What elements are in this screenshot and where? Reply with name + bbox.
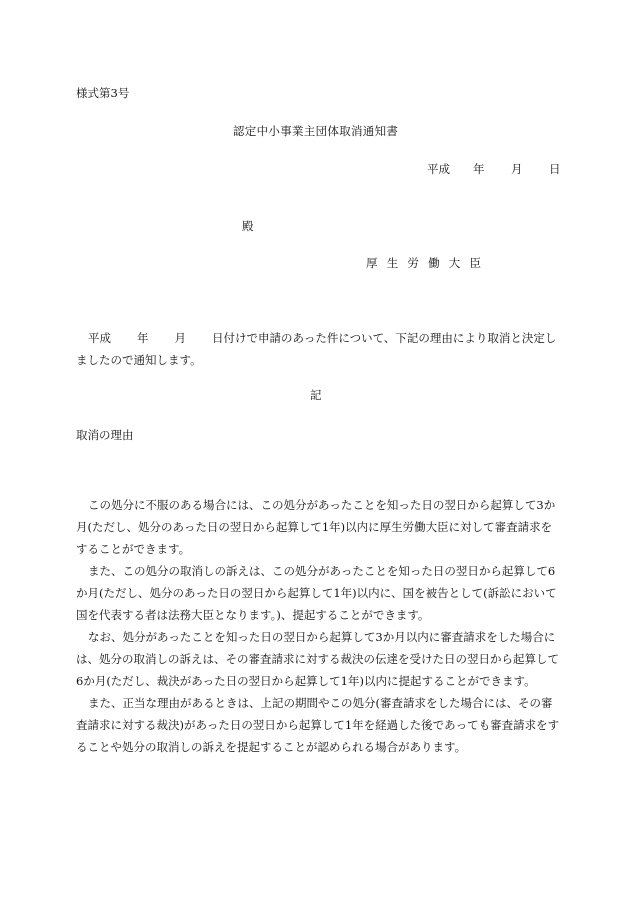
notice-paragraph-lawsuit: また、この処分の取消しの訴えは、この処分があったことを知った日の翌日から起算して6か月(ただし、処分のあった日の翌日から起算して1年)以内に、国を被告として(訴訟において国を代表する者は法務大臣となります。)、提起することができます。 bbox=[76, 564, 557, 622]
appeal-notice bbox=[76, 494, 560, 758]
notice-paragraph-review-request: この処分に不服のある場合には、この処分があったことを知った日の翌日から起算して3か月(ただし、処分のあった日の翌日から起算して1年)以内に厚生労働大臣に対して審査請求をすることができます。 bbox=[76, 498, 556, 556]
reason-label: 取消の理由 bbox=[76, 428, 134, 442]
date-month-unit: 月 bbox=[511, 162, 523, 176]
notice-paragraph-justifiable-reason: また、正当な理由があるときは、上記の期間やこの処分(審査請求をした場合には、その審査請求に対する裁決)があった日の翌日から起算して1年を経過した後であっても審査請求をすることや処分の取消しの訴えを提起することが認められる場合があります。 bbox=[76, 696, 560, 754]
date-year-unit: 年 bbox=[473, 162, 485, 176]
sender-name: 厚生労働大臣 bbox=[366, 256, 491, 270]
form-number: 様式第3号 bbox=[76, 86, 130, 100]
date-line bbox=[427, 161, 561, 177]
intro-year-unit: 年 bbox=[137, 331, 149, 345]
ki-heading: 記 bbox=[310, 388, 322, 402]
notice-paragraph-after-review: なお、処分があったことを知った日の翌日から起算して3か月以内に審査請求をした場合には、処分の取消しの訴えは、その審査請求に対する裁決の伝達を受けた日の翌日から起算して6か月(ただし、裁決があった日の翌日から起算して1年)以内に提起することができます。 bbox=[76, 630, 559, 688]
intro-text: 日付けで申請のあった件について、下記の理由により取消と決定しましたので通知します。 bbox=[76, 331, 557, 367]
addressee-suffix: 殿 bbox=[242, 219, 254, 233]
intro-month-unit: 月 bbox=[174, 331, 186, 345]
intro-era: 平成 bbox=[88, 331, 111, 345]
document-title: 認定中小事業主団体取消通知書 bbox=[233, 124, 399, 138]
intro-paragraph bbox=[76, 327, 560, 371]
date-day-unit: 日 bbox=[549, 162, 561, 176]
date-era: 平成 bbox=[427, 162, 450, 176]
